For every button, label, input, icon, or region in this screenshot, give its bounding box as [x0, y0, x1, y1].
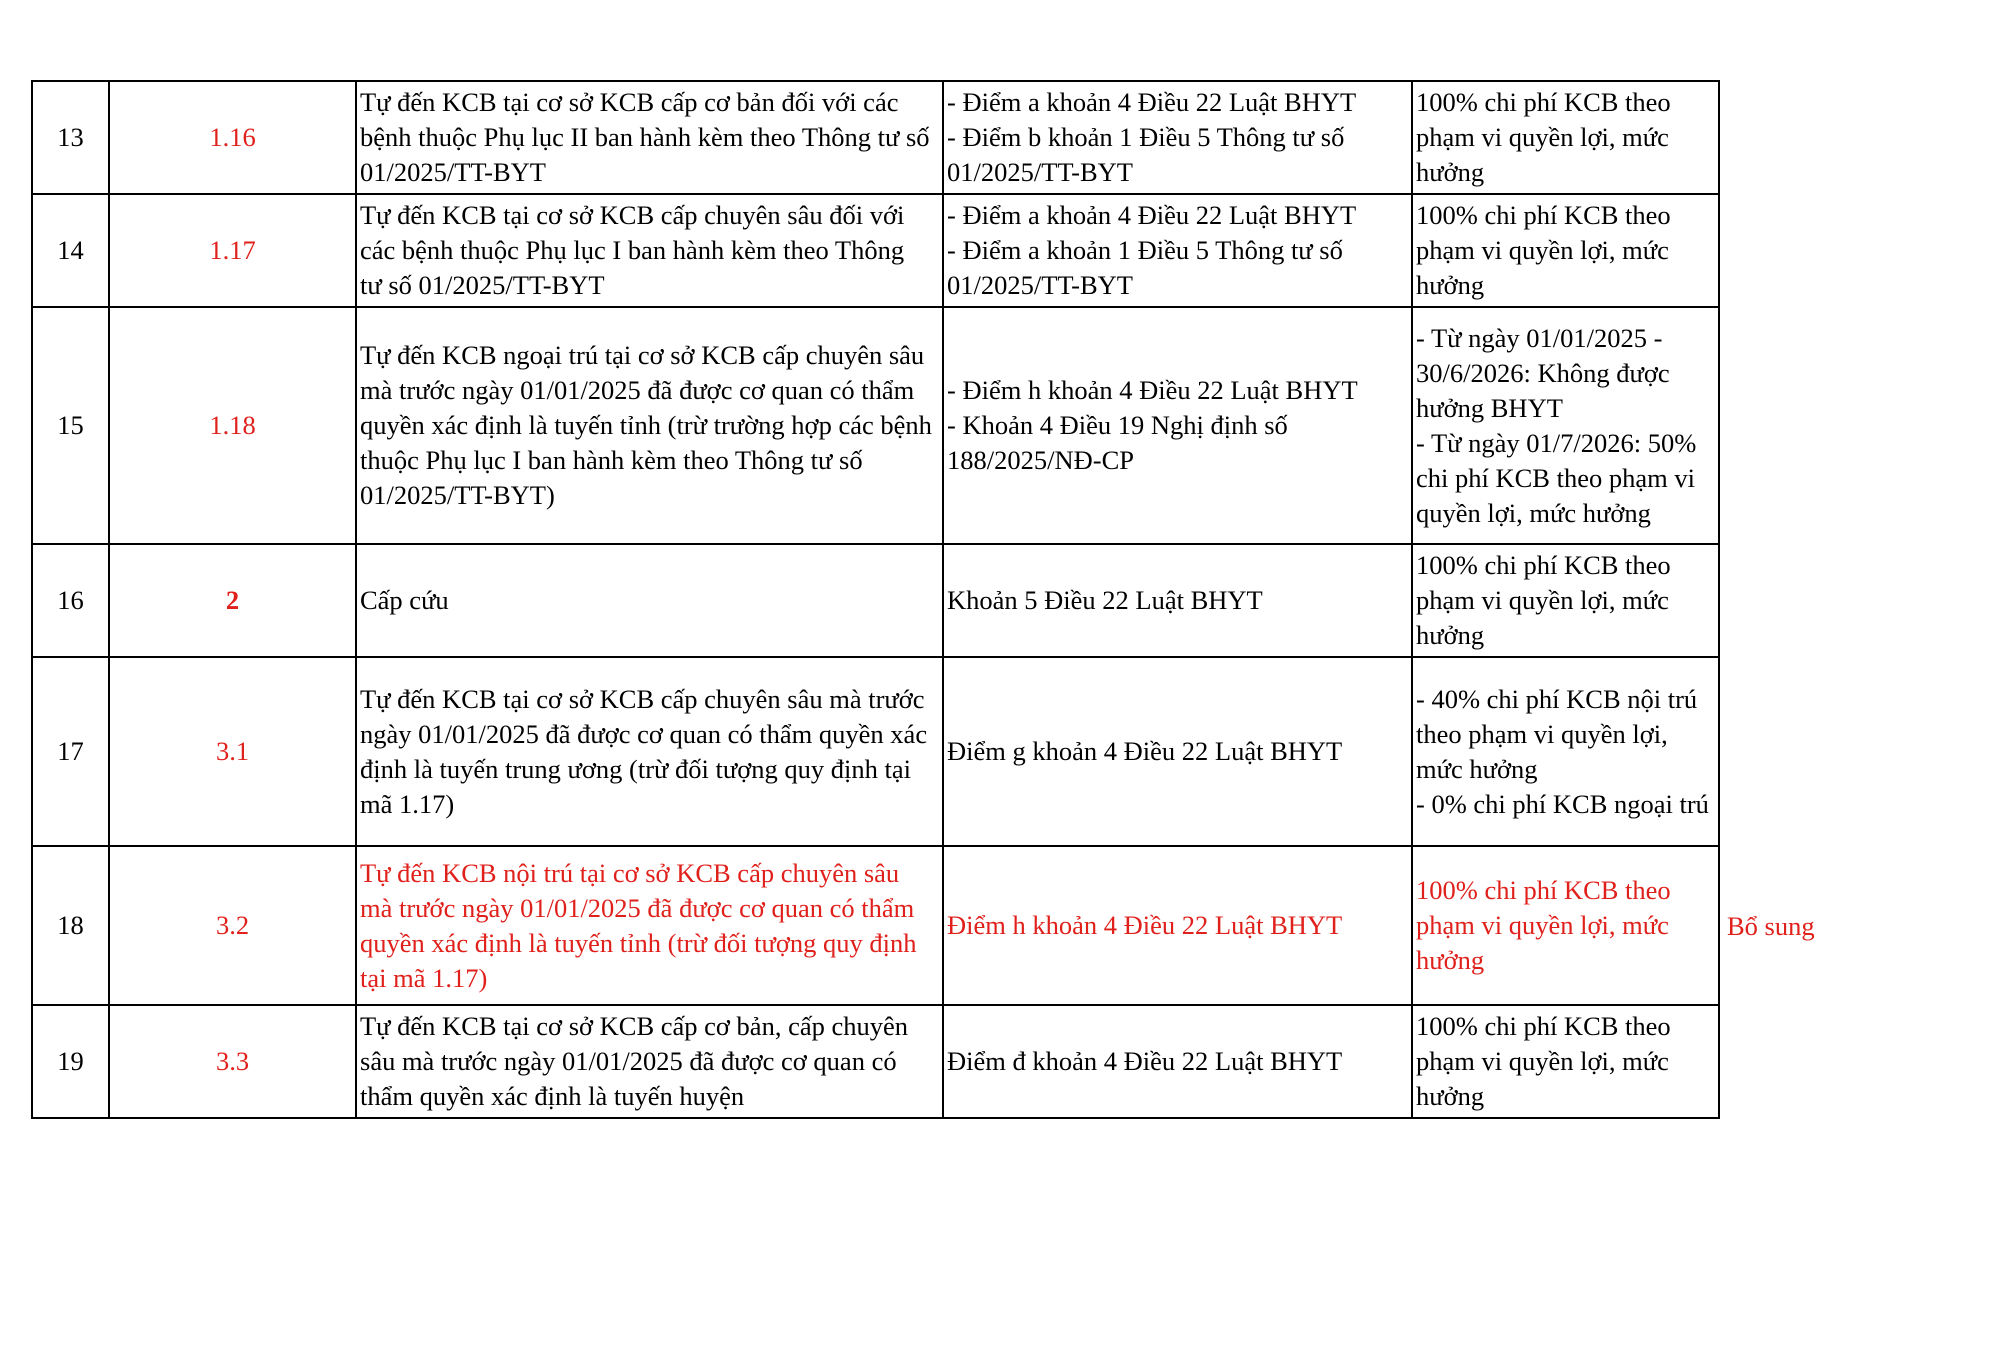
- legal-basis: [943, 194, 1412, 307]
- text-line: phạm vi quyền lợi, mức: [1416, 910, 1669, 940]
- row-number: 14: [32, 194, 109, 307]
- text-line: - Điểm b khoản 1 Điều 5 Thông tư số: [947, 122, 1345, 152]
- text-line: - Điểm h khoản 4 Điều 22 Luật BHYT: [947, 375, 1358, 405]
- text-line: - Khoản 4 Điều 19 Nghị định số: [947, 410, 1288, 440]
- text-line: hưởng: [1416, 945, 1485, 975]
- table-row: [32, 1005, 1719, 1118]
- table-row: [32, 194, 1719, 307]
- text-line: 100% chi phí KCB theo: [1416, 200, 1671, 230]
- row-number: 17: [32, 657, 109, 846]
- legal-basis: [943, 81, 1412, 194]
- table-row: [32, 846, 1719, 1005]
- text-line: mức hưởng: [1416, 753, 1538, 784]
- legal-basis: [943, 1005, 1412, 1118]
- text-line: - 40% chi phí KCB nội trú: [1416, 683, 1698, 714]
- case-description: [356, 657, 943, 846]
- benefit-code: 1.16: [109, 81, 356, 194]
- text-line: - Điểm a khoản 1 Điều 5 Thông tư số: [947, 235, 1343, 265]
- text-line: phạm vi quyền lợi, mức: [1416, 235, 1669, 265]
- text-line: Điểm h khoản 4 Điều 22 Luật BHYT: [947, 910, 1343, 940]
- text-line: định là tuyến trung ương (trừ đối tượng quy định tại: [360, 753, 912, 784]
- text-line: Tự đến KCB ngoại trú tại cơ sở KCB cấp chuyên sâu: [360, 340, 925, 370]
- text-line: hưởng: [1416, 620, 1485, 650]
- text-line: hưởng: [1416, 1081, 1485, 1111]
- table-row: [32, 81, 1719, 194]
- benefits-table: [31, 80, 1720, 1119]
- text-line: tư số 01/2025/TT-BYT: [360, 270, 605, 300]
- text-line: phạm vi quyền lợi, mức: [1416, 122, 1669, 152]
- text-line: 100% chi phí KCB theo: [1416, 875, 1671, 905]
- text-line: 01/2025/TT-BYT): [360, 480, 555, 510]
- text-line: 01/2025/TT-BYT: [947, 157, 1133, 187]
- text-line: thuộc Phụ lục I ban hành kèm theo Thông tư số: [360, 445, 863, 475]
- text-line: mà trước ngày 01/01/2025 đã được cơ quan có thẩm: [360, 892, 915, 923]
- case-description: [356, 846, 943, 1005]
- benefit-level: [1412, 544, 1719, 657]
- text-line: ngày 01/01/2025 đã được cơ quan có thẩm quyền xác: [360, 718, 928, 749]
- benefit-level: [1412, 846, 1719, 1005]
- benefit-code: 3.1: [109, 657, 356, 846]
- text-line: Tự đến KCB tại cơ sở KCB cấp chuyên sâu mà trước: [360, 683, 925, 714]
- row-number: 18: [32, 846, 109, 1005]
- text-line: Cấp cứu: [360, 585, 449, 615]
- benefit-code: 1.18: [109, 307, 356, 544]
- text-line: Tự đến KCB tại cơ sở KCB cấp cơ bản đối với các: [360, 87, 899, 117]
- text-line: - Từ ngày 01/01/2025 -: [1416, 322, 1663, 353]
- row-number: 16: [32, 544, 109, 657]
- text-line: - Từ ngày 01/7/2026: 50%: [1416, 427, 1697, 458]
- legal-basis: [943, 307, 1412, 544]
- text-line: sâu mà trước ngày 01/01/2025 đã được cơ quan có: [360, 1046, 897, 1076]
- benefit-level: [1412, 81, 1719, 194]
- text-line: quyền xác định là tuyến tỉnh (trừ đối tượng quy định: [360, 927, 917, 958]
- text-line: 01/2025/TT-BYT: [947, 270, 1133, 300]
- text-line: 01/2025/TT-BYT: [360, 157, 546, 187]
- benefit-code: 3.2: [109, 846, 356, 1005]
- legal-basis: [943, 657, 1412, 846]
- text-line: - 0% chi phí KCB ngoại trú: [1416, 788, 1709, 819]
- text-line: hưởng BHYT: [1416, 392, 1563, 423]
- benefit-level: [1412, 307, 1719, 544]
- text-line: 188/2025/NĐ-CP: [947, 445, 1134, 475]
- text-line: chi phí KCB theo phạm vi: [1416, 462, 1695, 493]
- text-line: phạm vi quyền lợi, mức: [1416, 1046, 1669, 1076]
- table-row: [32, 307, 1719, 544]
- supplement-note: Bổ sung: [1727, 911, 1815, 941]
- benefit-level: [1412, 1005, 1719, 1118]
- text-line: mã 1.17): [360, 788, 455, 819]
- case-description: [356, 544, 943, 657]
- legal-basis: [943, 846, 1412, 1005]
- text-line: phạm vi quyền lợi, mức: [1416, 585, 1669, 615]
- text-line: 100% chi phí KCB theo: [1416, 1011, 1671, 1041]
- row-number: 15: [32, 307, 109, 544]
- case-description: [356, 307, 943, 544]
- table-row: [32, 544, 1719, 657]
- text-line: - Điểm a khoản 4 Điều 22 Luật BHYT: [947, 200, 1357, 230]
- row-number: 13: [32, 81, 109, 194]
- benefit-code: 3.3: [109, 1005, 356, 1118]
- legal-basis: [943, 544, 1412, 657]
- text-line: bệnh thuộc Phụ lục II ban hành kèm theo Thông tư số: [360, 122, 930, 152]
- text-line: 100% chi phí KCB theo: [1416, 87, 1671, 117]
- text-line: Điểm g khoản 4 Điều 22 Luật BHYT: [947, 736, 1343, 766]
- row-number: 19: [32, 1005, 109, 1118]
- table-row: [32, 657, 1719, 846]
- text-line: quyền xác định là tuyến tỉnh (trừ trường hợp các bệnh: [360, 410, 932, 440]
- text-line: hưởng: [1416, 270, 1485, 300]
- text-line: 30/6/2026: Không được: [1416, 357, 1670, 388]
- case-description: [356, 1005, 943, 1118]
- benefit-code: 2: [109, 544, 356, 657]
- benefit-level: [1412, 657, 1719, 846]
- text-line: Khoản 5 Điều 22 Luật BHYT: [947, 585, 1263, 615]
- text-line: mà trước ngày 01/01/2025 đã được cơ quan có thẩm: [360, 375, 915, 405]
- text-line: thẩm quyền xác định là tuyến huyện: [360, 1081, 745, 1111]
- text-line: Tự đến KCB nội trú tại cơ sở KCB cấp chuyên sâu: [360, 857, 900, 888]
- text-line: quyền lợi, mức hưởng: [1416, 497, 1651, 528]
- text-line: tại mã 1.17): [360, 962, 488, 993]
- text-line: các bệnh thuộc Phụ lục I ban hành kèm theo Thông: [360, 235, 905, 265]
- benefit-code: 1.17: [109, 194, 356, 307]
- text-line: Tự đến KCB tại cơ sở KCB cấp cơ bản, cấp chuyên: [360, 1011, 908, 1041]
- text-line: theo phạm vi quyền lợi,: [1416, 718, 1668, 749]
- text-line: 100% chi phí KCB theo: [1416, 550, 1671, 580]
- text-line: Tự đến KCB tại cơ sở KCB cấp chuyên sâu đối với: [360, 200, 905, 230]
- case-description: [356, 194, 943, 307]
- benefit-level: [1412, 194, 1719, 307]
- case-description: [356, 81, 943, 194]
- text-line: Điểm đ khoản 4 Điều 22 Luật BHYT: [947, 1046, 1343, 1076]
- text-line: hưởng: [1416, 157, 1485, 187]
- text-line: - Điểm a khoản 4 Điều 22 Luật BHYT: [947, 87, 1357, 117]
